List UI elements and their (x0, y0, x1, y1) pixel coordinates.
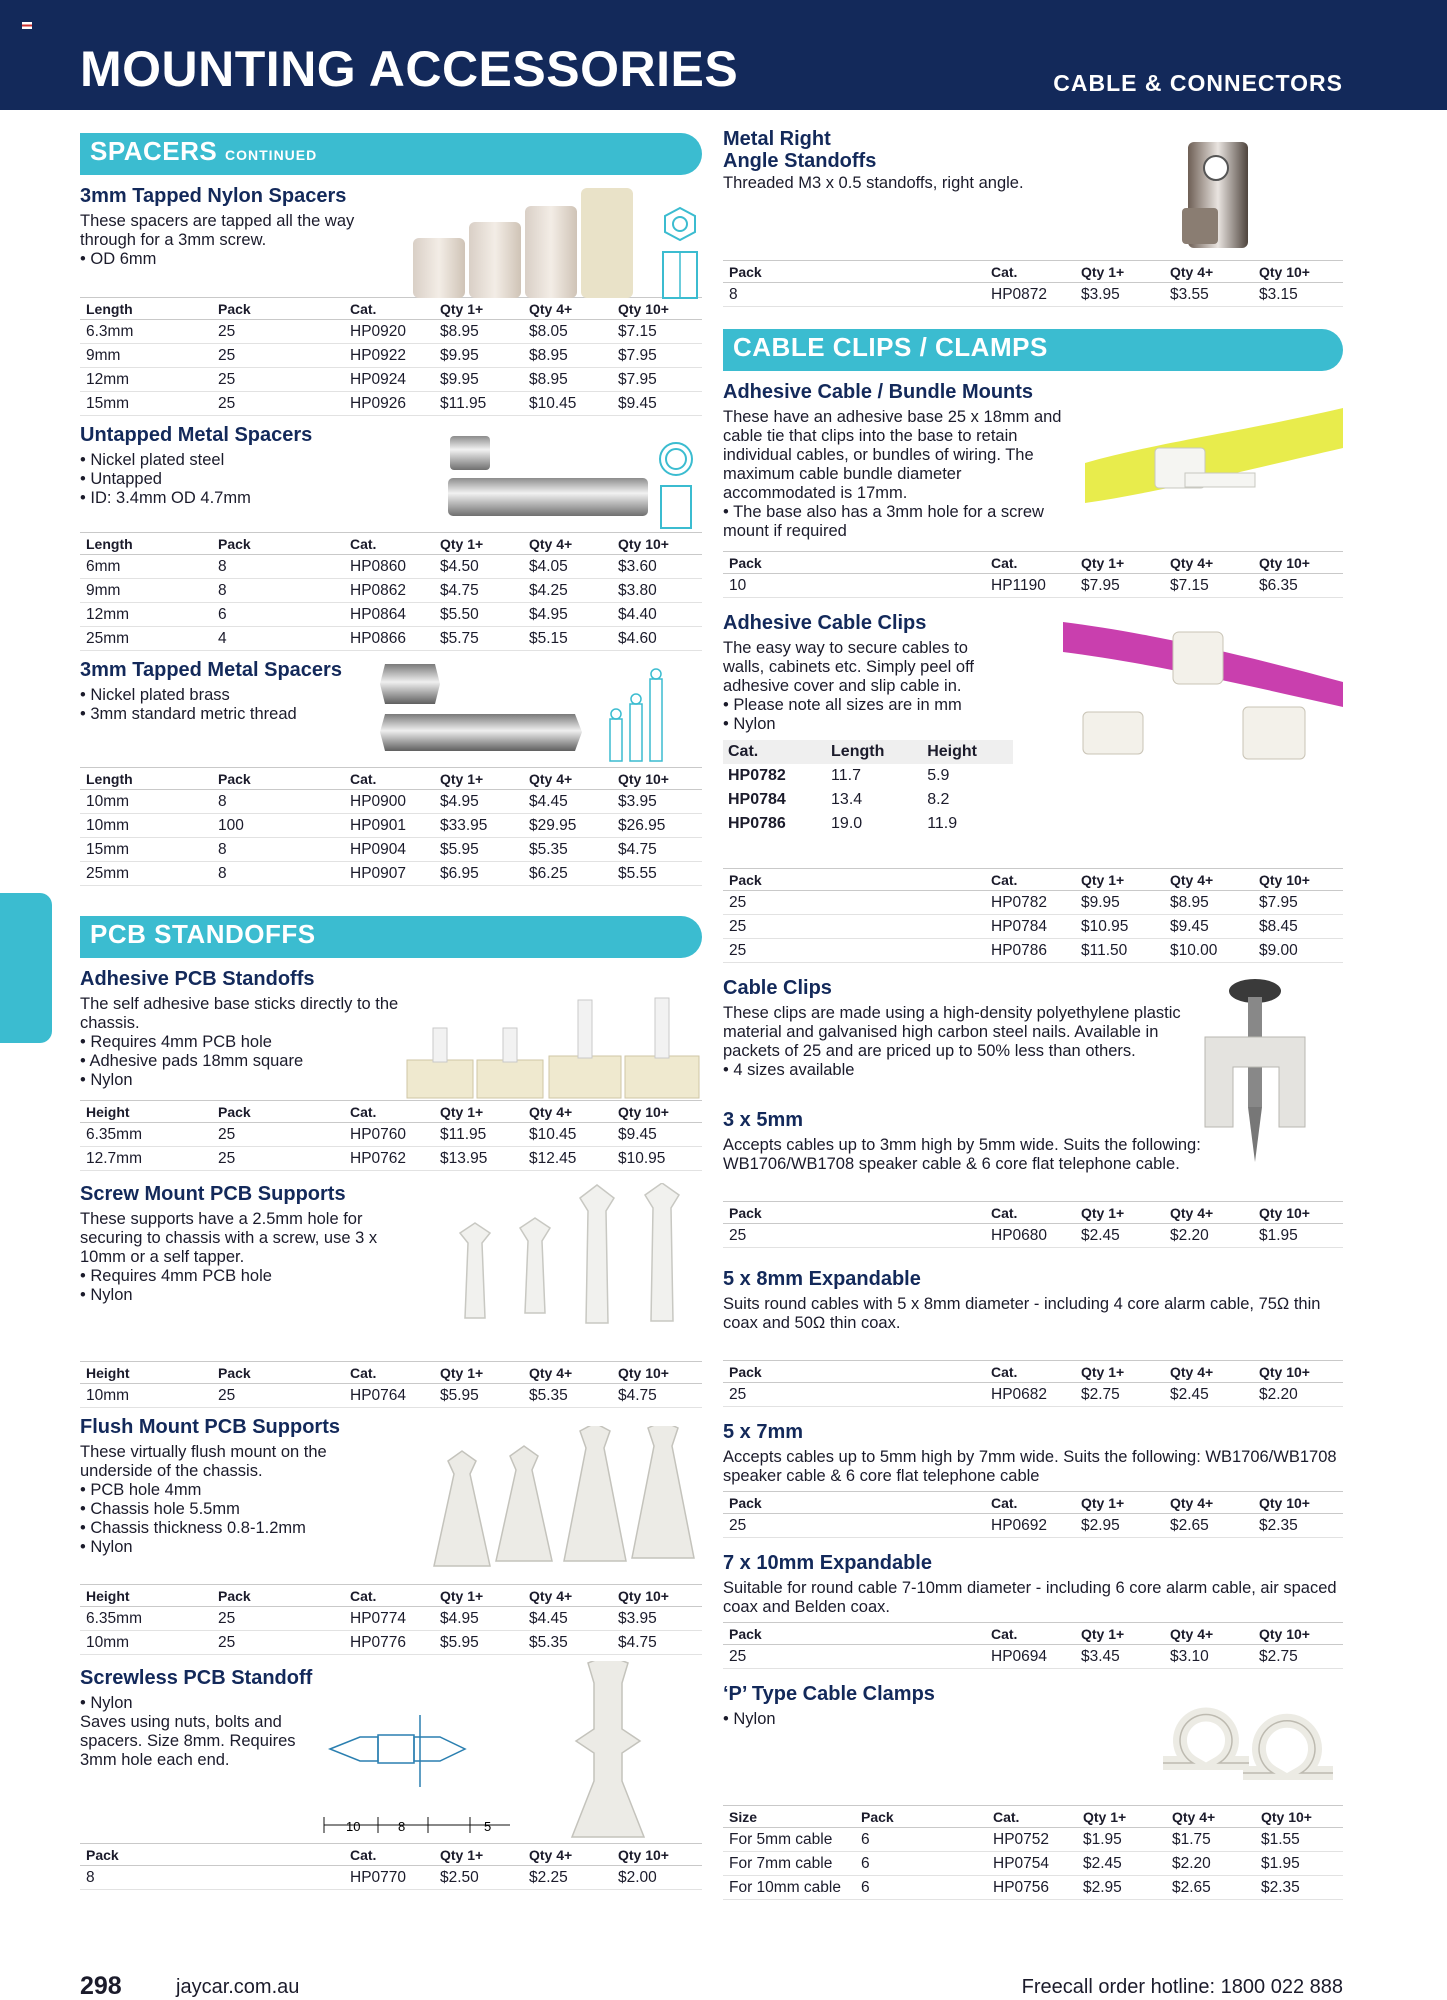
price-table-screwless (80, 1843, 702, 1890)
table-header: Height Pack Cat. Qty 1+ Qty 4+ Qty 10+ (80, 1362, 702, 1384)
hotline-text: Freecall order hotline: 1800 022 888 (1021, 1976, 1343, 1998)
bullet: • OD 6mm (80, 250, 702, 269)
product-desc: Threaded M3 x 0.5 standoffs, right angle. (723, 174, 1024, 192)
table-header: Pack Cat. Qty 1+ Qty 4+ Qty 10+ (723, 1361, 1343, 1383)
product-screwless (80, 1667, 702, 1843)
product-7x10 (723, 1552, 1343, 1622)
product-desc: Saves using nuts, bolts and spacers. Size 8mm. Requires 3mm hole each end. (80, 1713, 296, 1769)
table-header: Pack Cat. Qty 1+ Qty 4+ Qty 10+ (723, 261, 1343, 283)
product-tapped-metal (80, 659, 702, 767)
table-header: Length Pack Cat. Qty 1+ Qty 4+ Qty 10+ (80, 298, 702, 320)
table-row: 9mm 8 HP0862 $4.75 $4.25 $3.80 (80, 579, 702, 603)
right-angle-standoff-image (1178, 138, 1258, 253)
adhesive-clips-image (1063, 612, 1343, 762)
table-row: 10mm 8 HP0900 $4.95 $4.45 $3.95 (80, 790, 702, 814)
table-row: For 5mm cable 6 HP0752 $1.95 $1.75 $1.55 (723, 1828, 1343, 1852)
bullet: • Requires 4mm PCB hole (80, 1267, 702, 1286)
product-title: Flush Mount PCB Supports (80, 1416, 340, 1438)
table-row: 6.35mm 25 HP0774 $4.95 $4.45 $3.95 (80, 1607, 702, 1631)
screwless-diagram-image (320, 1707, 520, 1837)
table-row: HP0786 19.0 11.9 (728, 815, 958, 832)
table-row: 25mm 4 HP0866 $5.75 $5.15 $4.60 (80, 627, 702, 651)
bullet: • ID: 3.4mm OD 4.7mm (80, 489, 702, 508)
table-row: 25 HP0682 $2.75 $2.45 $2.20 (723, 1383, 1343, 1407)
product-desc: These virtually flush mount on the underside of the chassis. (80, 1443, 327, 1480)
price-table-adhesive-clips (723, 868, 1343, 963)
table-row: 25 HP0784 $10.95 $9.45 $8.45 (723, 915, 1343, 939)
product-5x7 (723, 1421, 1343, 1491)
bullet: • Nickel plated steel (80, 451, 702, 470)
product-desc: These spacers are tapped all the way through for a 3mm screw. (80, 212, 355, 249)
bullet-list (723, 503, 1083, 541)
product-desc: Suits round cables with 5 x 8mm diameter - including 4 core alarm cable, 75Ω thin coax and 50Ω thin coax. (723, 1295, 1321, 1332)
band-label: CABLE CLIPS / CLAMPS (733, 332, 1048, 362)
product-desc: Accepts cables up to 3mm high by 5mm wide. Suits the following: WB1706/WB1708 speaker cable & 6 core flat telephone cable. (723, 1136, 1201, 1173)
dim-label: 8 (398, 1819, 406, 1834)
product-title: Untapped Metal Spacers (80, 424, 313, 446)
table-header: Pack Cat. Qty 1+ Qty 4+ Qty 10+ (80, 1844, 702, 1866)
table-row: For 7mm cable 6 HP0754 $2.45 $2.20 $1.95 (723, 1852, 1343, 1876)
product-untapped-metal (80, 424, 702, 532)
adhesive-standoffs-image (405, 988, 705, 1100)
table-row: 15mm 8 HP0904 $5.95 $5.35 $4.75 (80, 838, 702, 862)
page-title: MOUNTING ACCESSORIES (80, 41, 739, 97)
table-row: HP0782 11.7 5.9 (728, 767, 950, 784)
table-header: Height Pack Cat. Qty 1+ Qty 4+ Qty 10+ (80, 1585, 702, 1607)
product-desc: These have an adhesive base 25 x 18mm and cable tie that clips into the base to retain individual cables, or bundles of wiring. The maximum cable bundle diameter accommodated is 17mm. (723, 408, 1062, 502)
product-title: Metal Right Angle Standoffs (723, 128, 877, 172)
table-row: 8 HP0770 $2.50 $2.25 $2.00 (80, 1866, 702, 1890)
product-desc: These supports have a 2.5mm hole for securing to chassis with a screw, use 3 x 10mm or a self tapper. (80, 1210, 378, 1266)
product-desc: Accepts cables up to 5mm high by 7mm wide. Suits the following: WB1706/WB1708 speaker cable & 6 core flat telephone cable (723, 1448, 1337, 1485)
bullet: • 4 sizes available (723, 1061, 1343, 1080)
product-adhesive-pcb (80, 968, 702, 1100)
section-band-clips (723, 329, 1343, 371)
table-header: Length Pack Cat. Qty 1+ Qty 4+ Qty 10+ (80, 533, 702, 555)
bullet: • Adhesive pads 18mm square (80, 1052, 702, 1071)
table-header: Pack Cat. Qty 1+ Qty 4+ Qty 10+ (723, 869, 1343, 891)
price-table-right-angle (723, 260, 1343, 307)
product-adhesive-mounts (723, 381, 1343, 551)
table-row: 10mm 25 HP0776 $5.95 $5.35 $4.75 (80, 1631, 702, 1655)
price-table-flush-mount (80, 1584, 702, 1655)
product-desc: The self adhesive base sticks directly to the chassis. (80, 995, 399, 1032)
dim-label: 10 (346, 1819, 361, 1834)
table-row: 9mm 25 HP0922 $9.95 $8.95 $7.95 (80, 344, 702, 368)
bullet: • Nylon (80, 1071, 702, 1090)
table-row: HP0784 13.4 8.2 (728, 791, 950, 808)
table-row: 25 HP0786 $11.50 $10.00 $9.00 (723, 939, 1343, 963)
screw-mount-supports-image (440, 1183, 702, 1333)
table-header: Height Pack Cat. Qty 1+ Qty 4+ Qty 10+ (80, 1101, 702, 1123)
flush-mount-supports-image (420, 1426, 702, 1576)
table-row: 12mm 6 HP0864 $5.50 $4.95 $4.40 (80, 603, 702, 627)
section-side-tab (0, 893, 52, 1043)
table-row: 25 HP0692 $2.95 $2.65 $2.35 (723, 1514, 1343, 1538)
bullet: • Nylon (723, 715, 1343, 734)
bullet: • The base also has a 3mm hole for a screw mount if required (723, 503, 1083, 541)
product-title: 5 x 8mm Expandable (723, 1268, 921, 1290)
table-header: Pack Cat. Qty 1+ Qty 4+ Qty 10+ (723, 1492, 1343, 1514)
website-link[interactable]: jaycar.com.au (176, 1976, 300, 1998)
metal-spacers-image (360, 434, 700, 529)
dimensions-table (723, 740, 1013, 836)
screwless-standoff-image (548, 1661, 668, 1841)
product-title: 5 x 7mm (723, 1421, 804, 1443)
table-row: 6mm 8 HP0860 $4.50 $4.05 $3.60 (80, 555, 702, 579)
product-title: Screw Mount PCB Supports (80, 1183, 346, 1205)
bullet: • Nylon (723, 1710, 1343, 1729)
table-row: 10 HP1190 $7.95 $7.15 $6.35 (723, 574, 1343, 598)
price-table-tapped-metal (80, 767, 702, 886)
table-header: Pack Cat. Qty 1+ Qty 4+ Qty 10+ (723, 1202, 1343, 1224)
bullet: • Chassis thickness 0.8-1.2mm (80, 1519, 702, 1538)
price-table-tapped-nylon (80, 297, 702, 416)
brass-spacers-image (380, 659, 700, 764)
table-header: Pack Cat. Qty 1+ Qty 4+ Qty 10+ (723, 552, 1343, 574)
page-header (0, 0, 1447, 110)
product-desc: Suitable for round cable 7-10mm diameter - including 6 core alarm cable, air spaced coax and Belden coax. (723, 1579, 1337, 1616)
product-title: Screwless PCB Standoff (80, 1667, 313, 1689)
product-3x5 (723, 1109, 1343, 1201)
product-right-angle (723, 128, 1343, 260)
bullet: • Nylon (80, 1286, 702, 1305)
product-title: 3mm Tapped Nylon Spacers (80, 185, 347, 207)
table-header: Pack Cat. Qty 1+ Qty 4+ Qty 10+ (723, 1623, 1343, 1645)
price-table-p-type (723, 1805, 1343, 1900)
table-header: Length Pack Cat. Qty 1+ Qty 4+ Qty 10+ (80, 768, 702, 790)
bullet: • PCB hole 4mm (80, 1481, 702, 1500)
bullet: • Chassis hole 5.5mm (80, 1500, 702, 1519)
product-flush-mount (80, 1416, 702, 1584)
table-row: 12mm 25 HP0924 $9.95 $8.95 $7.95 (80, 368, 702, 392)
page-number: 298 (80, 1972, 122, 2000)
product-tapped-nylon (80, 185, 702, 297)
band-label: PCB STANDOFFS (90, 919, 316, 949)
product-title: 7 x 10mm Expandable (723, 1552, 932, 1574)
product-5x8 (723, 1268, 1343, 1360)
table-row: 25mm 8 HP0907 $6.95 $6.25 $5.55 (80, 862, 702, 886)
price-table-5x7 (723, 1491, 1343, 1538)
nylon-spacers-image (405, 160, 705, 300)
price-table-screw-mount (80, 1361, 702, 1408)
product-title: 3 x 5mm (723, 1109, 804, 1131)
dim-label: 5 (484, 1819, 492, 1834)
table-row: 15mm 25 HP0926 $11.95 $10.45 $9.45 (80, 392, 702, 416)
product-desc: These clips are made using a high-density polyethylene plastic material and galvanised high carbon steel nails. Available in packets of 25 and are priced up to 50% less than others. (723, 1004, 1181, 1060)
product-title: ‘P’ Type Cable Clamps (723, 1683, 935, 1705)
table-header: Cat. Length Height (723, 740, 1013, 764)
price-table-adhesive-pcb (80, 1100, 702, 1171)
table-row: 6.3mm 25 HP0920 $8.95 $8.05 $7.15 (80, 320, 702, 344)
category-label: CABLE & CONNECTORS (1053, 70, 1343, 96)
table-header: Size Pack Cat. Qty 1+ Qty 4+ Qty 10+ (723, 1806, 1343, 1828)
bullet: • Nylon (80, 1538, 702, 1557)
table-row: 10mm 100 HP0901 $33.95 $29.95 $26.95 (80, 814, 702, 838)
product-title: Adhesive PCB Standoffs (80, 968, 315, 990)
product-title: Adhesive Cable / Bundle Mounts (723, 381, 1034, 403)
right-column (723, 128, 1343, 1900)
p-clamp-image (1153, 1703, 1343, 1803)
product-cable-clips (723, 977, 1343, 1109)
price-table-adhesive-mounts (723, 551, 1343, 598)
section-band-pcb (80, 916, 702, 958)
price-table-7x10 (723, 1622, 1343, 1669)
product-screw-mount (80, 1183, 702, 1361)
product-desc: The easy way to secure cables to walls, cabinets etc. Simply peel off adhesive cover and slip cable in. (723, 639, 974, 695)
bullet: • Untapped (80, 470, 702, 489)
table-row: 25 HP0694 $3.45 $3.10 $2.75 (723, 1645, 1343, 1669)
product-title: 3mm Tapped Metal Spacers (80, 659, 342, 681)
bullet: • Please note all sizes are in mm (723, 696, 1343, 715)
bundle-mount-image (1085, 403, 1343, 513)
bullet: • Nickel plated brass (80, 686, 702, 705)
table-row: 25 HP0782 $9.95 $8.95 $7.95 (723, 891, 1343, 915)
table-row: 6.35mm 25 HP0760 $11.95 $10.45 $9.45 (80, 1123, 702, 1147)
product-title: Adhesive Cable Clips (723, 612, 927, 634)
product-title: Cable Clips (723, 977, 832, 999)
bullet: • 3mm standard metric thread (80, 705, 702, 724)
table-row: For 10mm cable 6 HP0756 $2.95 $2.65 $2.35 (723, 1876, 1343, 1900)
price-table-5x8 (723, 1360, 1343, 1407)
product-adhesive-clips (723, 612, 1343, 868)
bullet: • Requires 4mm PCB hole (80, 1033, 702, 1052)
flag-icon (22, 22, 32, 29)
band-sublabel: CONTINUED (225, 147, 318, 163)
bullet: • Nylon (80, 1694, 702, 1713)
table-row: 8 HP0872 $3.95 $3.55 $3.15 (723, 283, 1343, 307)
band-label: SPACERS (90, 136, 218, 166)
table-row: 12.7mm 25 HP0762 $13.95 $12.45 $10.95 (80, 1147, 702, 1171)
page-footer (0, 1970, 1447, 2000)
price-table-3x5 (723, 1201, 1343, 1248)
product-p-type (723, 1683, 1343, 1805)
left-column (80, 133, 702, 1890)
price-table-untapped-metal (80, 532, 702, 651)
table-row: 10mm 25 HP0764 $5.95 $5.35 $4.75 (80, 1384, 702, 1408)
table-row: 25 HP0680 $2.45 $2.20 $1.95 (723, 1224, 1343, 1248)
